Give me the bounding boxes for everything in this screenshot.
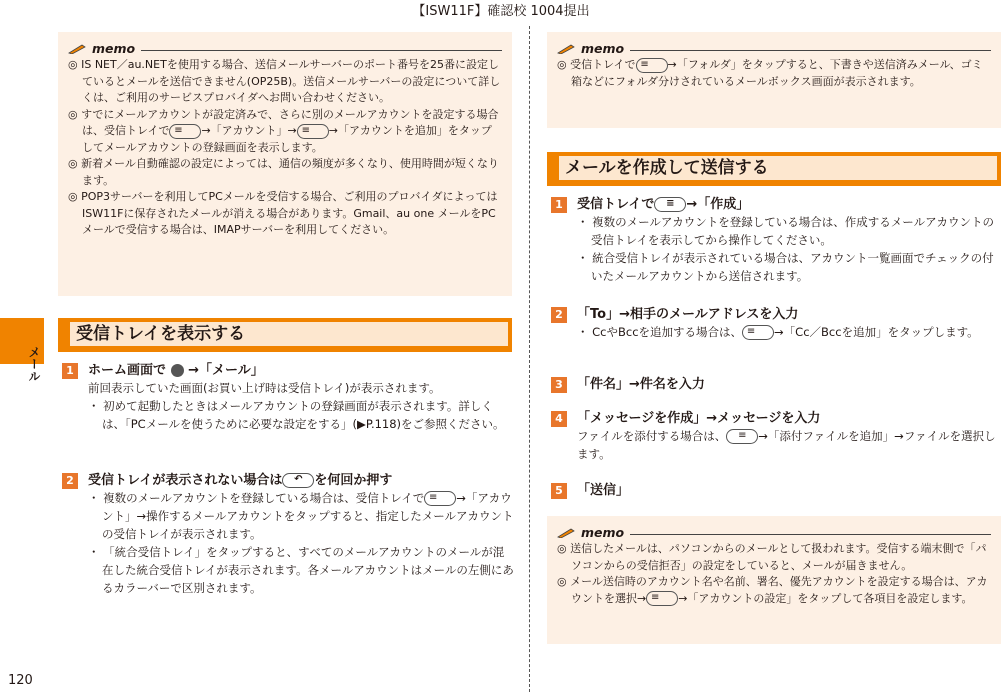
step-title: 受信トレイで ≡ →「作成」: [577, 197, 750, 212]
step-3: [551, 376, 1001, 393]
step-bullet: ・ 「統合受信トレイ」をタップすると、すべてのメールアカウントのメールが混在した統合受信トレイが表示されます。各メールアカウントはメールの左側にあるカラーバーで区別されます。: [88, 545, 514, 595]
pencil-icon: [557, 44, 575, 54]
step-title: 「メッセージを作成」→メッセージを入力: [577, 411, 821, 426]
memo-box-right-bottom: [547, 516, 1001, 644]
step-5: [551, 482, 1001, 499]
menu-key-icon: ≡: [726, 429, 758, 444]
memo-item: ◎ メール送信時のアカウント名や名前、署名、優先アカウントを設定する場合は、アカウントを選択→ ≡ →「アカウントの設定」をタップして各項目を設定します。: [557, 575, 988, 605]
memo-item: ◎ 受信トレイで ≡ →「フォルダ」をタップすると、下書きや送信済みメール、ゴミ箱などにフォルダ分けされているメールボックス画面が表示されます。: [557, 58, 983, 88]
globe-icon: [171, 364, 184, 377]
memo-item: ◎ 新着メール自動確認の設定によっては、通信の頻度が多くなり、使用時間が短くなります。: [68, 157, 499, 187]
memo-item: ◎ 送信したメールは、パソコンからのメールとして扱われます。受信する端末側で「パソコンからの受信拒否」の設定をしていると、メールが届きません。: [557, 542, 987, 572]
step-2: [551, 306, 1001, 341]
step-number: 5: [551, 483, 567, 499]
back-key-icon: ↶: [282, 473, 314, 488]
step-bullet: ・ 複数のメールアカウントを登録している場合は、受信トレイで ≡ →「アカウント」→操作するメールアカウントをタップすると、指定したメールアカウントの受信トレイが表示されます。: [88, 491, 514, 541]
step-title: 「To」→相手のメールアドレスを入力: [577, 307, 799, 322]
menu-key-icon: ≡: [424, 491, 456, 506]
memo-header: [557, 524, 991, 541]
memo-item: ◎ IS NET／au.NETを使用する場合、送信メールサーバーのポート番号を25番に設定しているとメールを送信できません(OP25B)。送信メールサーバーの設定について詳しくは、ご利用のサービスプロバイダへお問い合わせください。: [68, 58, 501, 104]
step-bullet: ・ 複数のメールアカウントを登録している場合は、作成するメールアカウントの受信トレイを表示してから操作してください。: [577, 215, 994, 247]
step-desc: 前回表示していた画面(お買い上げ時は受信トレイ)が表示されます。: [88, 381, 441, 395]
step-number: 2: [551, 307, 567, 323]
menu-key-icon: ≡: [169, 124, 201, 139]
memo-title: memo: [92, 41, 136, 56]
pencil-icon: [557, 528, 575, 538]
section-title-bar: [58, 318, 512, 352]
step-number: 1: [62, 363, 78, 379]
section-title: メールを作成して送信する: [551, 156, 997, 180]
step-desc: ファイルを添付する場合は、 ≡ →「添付ファイルを追加」→ファイルを選択します。: [577, 429, 996, 461]
memo-item: ◎ POP3サーバーを利用してPCメールを受信する場合、ご利用のプロバイダによってはISW11Fに保存されたメールが消える場合があります。Gmail、au one メールをPCメールで受信する場合は、IMAPサーバーを利用してください。: [68, 190, 498, 236]
memo-box-right-top: [547, 32, 1001, 128]
step-1: [62, 362, 514, 433]
step-title: 受信トレイが表示されない場合は ↶ を何回か押す: [88, 473, 393, 488]
page-header: 【ISW11F】確認校 1004提出: [412, 4, 590, 19]
menu-key-icon: ≡: [654, 197, 686, 212]
memo-box-left: [58, 32, 512, 296]
step-bullet: ・ 初めて起動したときはメールアカウントの登録画面が表示されます。詳しくは、「PCメールを使うために必要な設定をする」(▶P.118)をご参照ください。: [88, 399, 505, 431]
pencil-icon: [68, 44, 86, 54]
memo-item: ◎ すでにメールアカウントが設定済みで、さらに別のメールアカウントを設定する場合は、受信トレイで ≡ →「アカウント」→ ≡ →「アカウントを追加」をタップしてメールアカウントの登録画面を表示します。: [68, 107, 499, 154]
step-bullet: ・ CcやBccを追加する場合は、 ≡ →「Cc／Bccを追加」をタップします。: [577, 325, 979, 339]
step-2: [62, 472, 514, 597]
menu-key-icon: ≡: [297, 124, 329, 139]
step-title: ホーム画面で →「メール」: [88, 363, 264, 378]
side-tab-label: メール: [27, 346, 41, 382]
step-number: 4: [551, 411, 567, 427]
memo-header: [557, 40, 991, 57]
step-title: 「件名」→件名を入力: [577, 377, 705, 392]
step-1: [551, 196, 1001, 285]
step-4: [551, 410, 1001, 463]
step-bullet: ・ 統合受信トレイが表示されている場合は、アカウント一覧画面でチェックの付いたメールアカウントから送信されます。: [577, 251, 994, 283]
step-title: 「送信」: [577, 483, 630, 498]
step-number: 1: [551, 197, 567, 213]
column-divider: [529, 26, 530, 692]
menu-key-icon: ≡: [742, 325, 774, 340]
step-number: 3: [551, 377, 567, 393]
memo-title: memo: [581, 41, 625, 56]
step-number: 2: [62, 473, 78, 489]
menu-key-icon: ≡: [636, 58, 668, 73]
menu-key-icon: ≡: [646, 591, 678, 606]
page-number: 120: [8, 673, 33, 688]
section-title: 受信トレイを表示する: [62, 322, 508, 346]
memo-header: [68, 40, 502, 57]
section-title-bar: [547, 152, 1001, 186]
memo-title: memo: [581, 525, 625, 540]
